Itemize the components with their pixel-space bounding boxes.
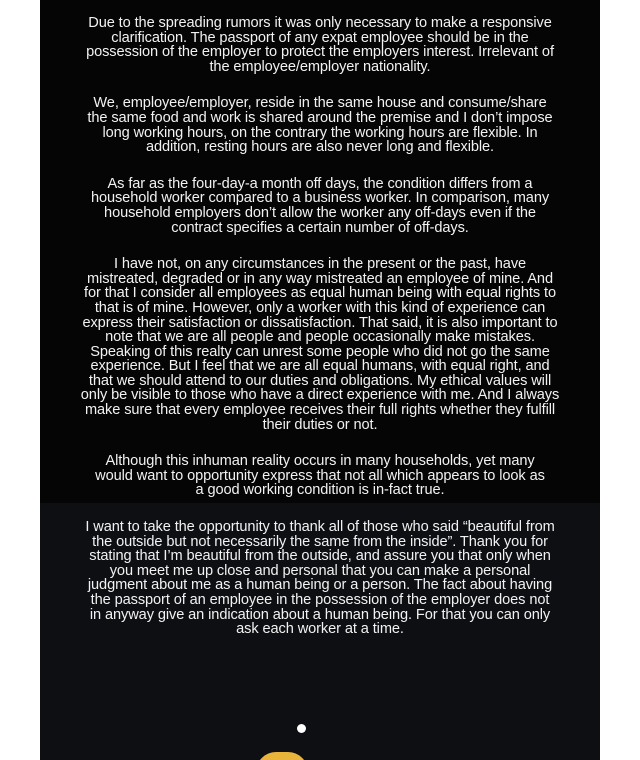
paragraph-shared-house: We, employee/employer, reside in the same house and consume/share the same food and work is shared around the premise and I don’t impose long working hours, on the contrary the working hours are flexible. In addition, resting hours are also never long and flexible. (87, 95, 553, 156)
paragraph-equal-rights: I have not, on any circumstances in the present or the past, have mistreated, degraded or in any way mistreated an employee of mine. And for that I consider all employees as equal human being with equal rights to that is of mine. However, only a worker with this kind of experience can express their satisfaction or dissatisfaction. That said, it is also important to note that we are all people and people occasionally make mistakes. Speaking of this realty can unrest some people who did not go the same experience. But I feel that we are all equal humans, with equal right, and that we should attend to our duties and obligations. My ethical values will only be visible to those who have a direct experience with me. And I always make sure that every employee receives their full rights whether they fulfill their duties or not. (80, 256, 560, 433)
story-frame (40, 0, 600, 760)
paragraph-thanks: I want to take the opportunity to thank all of those who said “beautiful from the outside but not necessarily the same from the inside”. Thank you for stating that I’m beautiful from the outside, and assure you that only when you meet me up close and personal that you can make a personal judgment about me as a human being or a person. The fact about having the passport of an employee in the possession of the employer does not in anyway give an indication about a human being. For that you can only ask each worker at a time. (85, 519, 555, 638)
cursor-dot-icon (297, 724, 306, 733)
statement-text-block (40, 16, 600, 659)
paragraph-off-days: As far as the four-day-a month off days, the condition differs from a household worker compared to a business worker. In comparison, many household employers don’t allow the worker any off-days even if the contract specifies a certain number of off-days. (90, 175, 550, 236)
paragraph-inhuman-reality: Although this inhuman reality occurs in many households, yet many would want to opportunity express that not all which appears to look as a good working condition is in-fact true. (95, 453, 545, 499)
paragraph-passport-clarification: Due to the spreading rumors it was only necessary to make a responsive clarification. The passport of any expat employee should be in the possession of the employer to protect the employers interest. Irrelevant of the employee/employer nationality. (86, 15, 554, 75)
